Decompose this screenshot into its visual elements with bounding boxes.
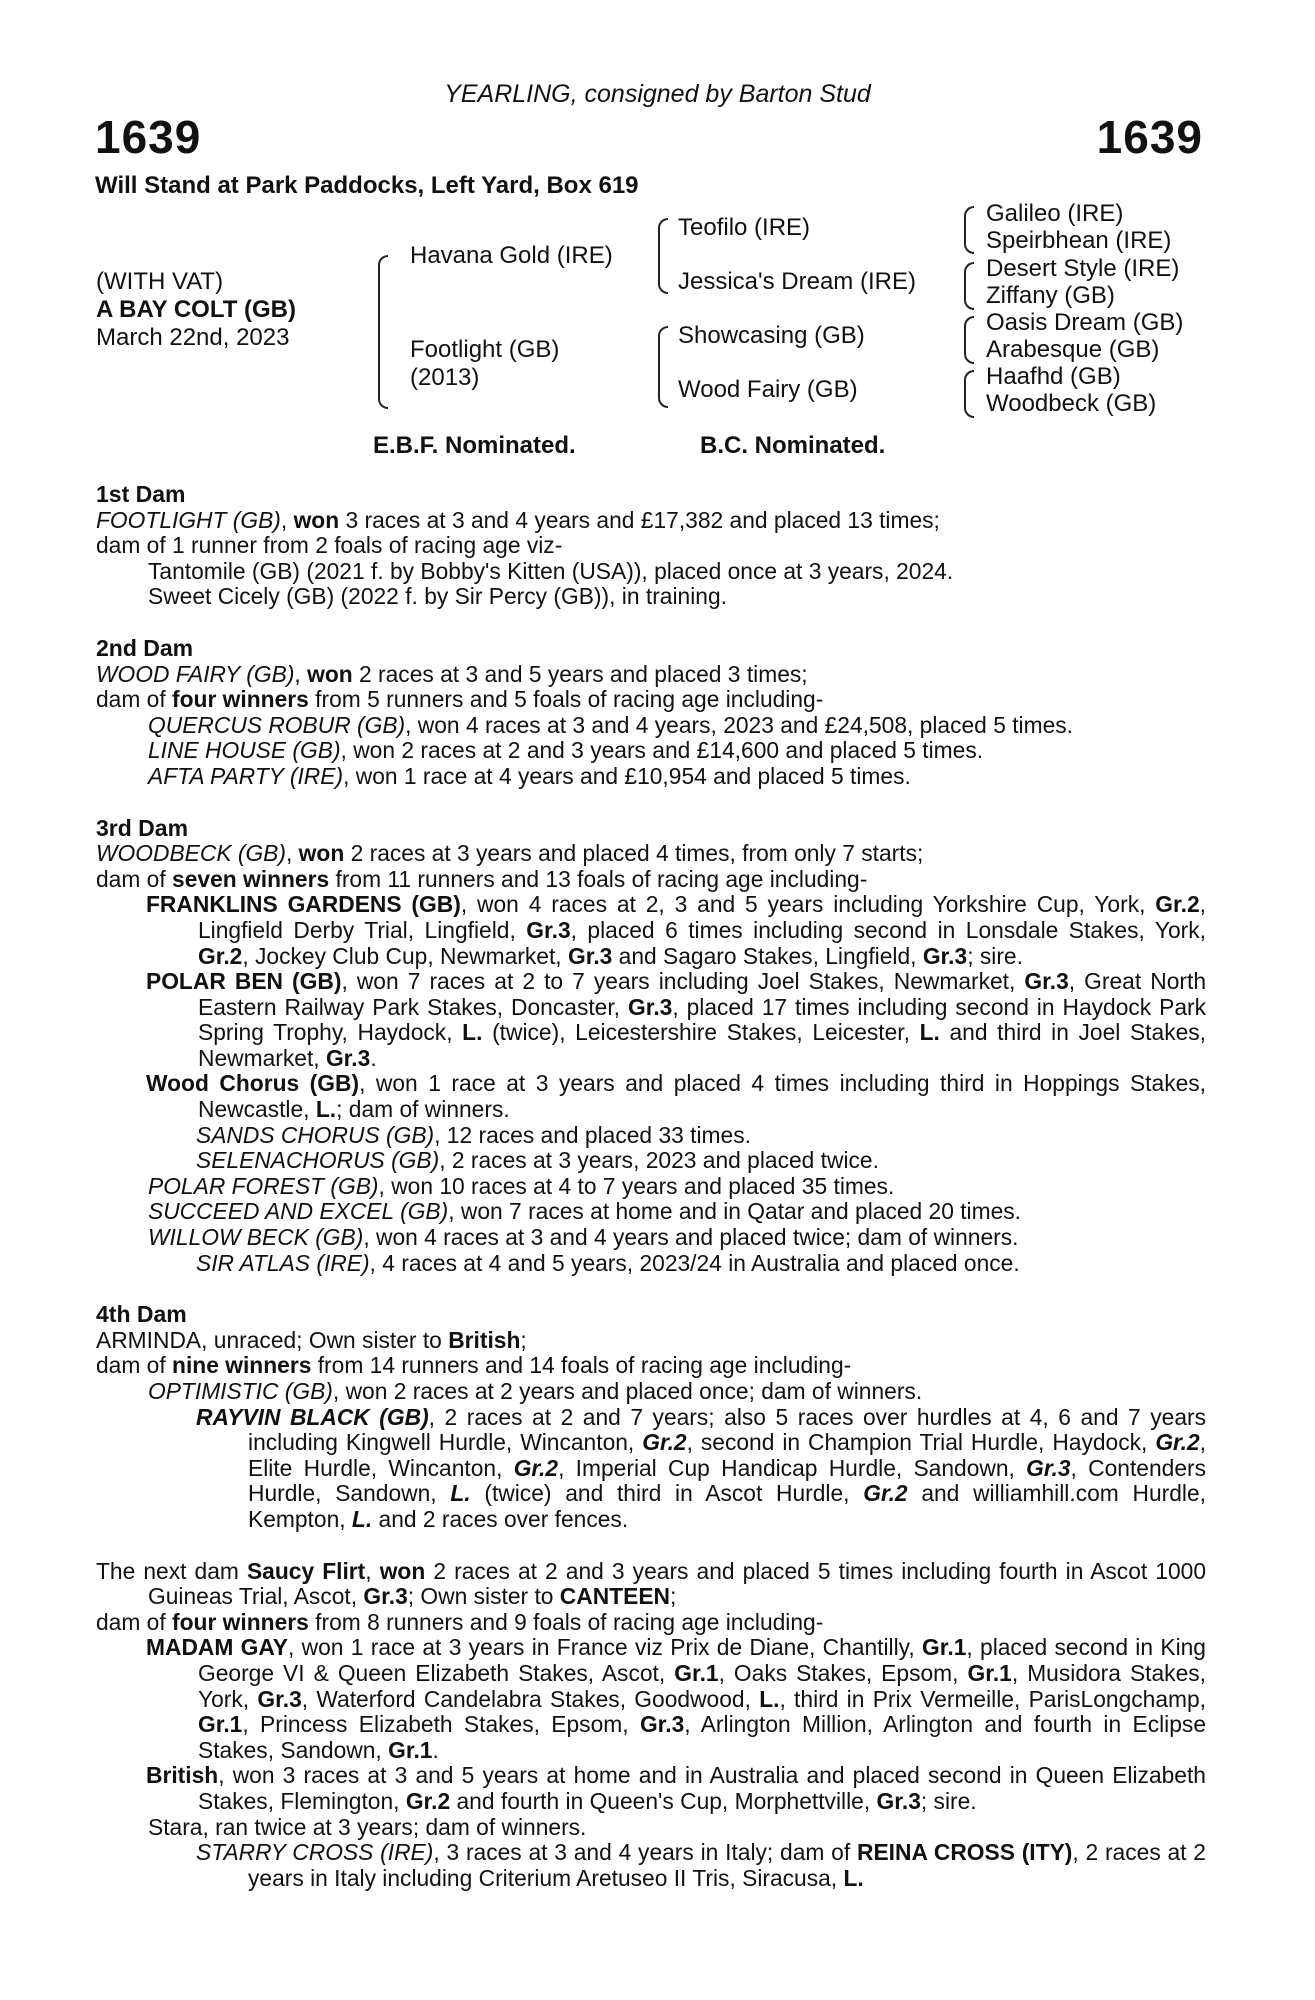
produce-summary: dam of seven winners from 11 runners and 13 foals of racing age including- xyxy=(96,865,868,892)
produce-entry: British, won 3 races at 3 and 5 years at home and in Australia and placed second in Queen Elizabeth Stakes, Flemington, Gr.2 and fourth in Queen's Cup, Morphettville, Gr.3; sire. xyxy=(146,1762,1206,1814)
produce-entry: AFTA PARTY (IRE), won 1 race at 4 years and £10,954 and placed 5 times. xyxy=(148,762,911,789)
pedigree-brace xyxy=(658,326,668,408)
produce-entry: WILLOW BECK (GB), won 4 races at 3 and 4 years and placed twice; dam of winners. xyxy=(148,1224,1019,1251)
dam-summary: ARMINDA, unraced; Own sister to British; xyxy=(96,1326,527,1353)
produce-entry: QUERCUS ROBUR (GB), won 4 races at 3 and 4 years, 2023 and £24,508, placed 5 times. xyxy=(148,711,1074,738)
dam-summary: WOOD FAIRY (GB), won 2 races at 3 and 5 years and placed 3 times; xyxy=(96,660,808,687)
foaling-date: March 22nd, 2023 xyxy=(96,324,290,351)
produce-summary: dam of four winners from 8 runners and 9 foals of racing age including- xyxy=(96,1608,824,1635)
produce-entry: SANDS CHORUS (GB), 12 races and placed 33 times. xyxy=(196,1121,751,1148)
section-heading: 3rd Dam xyxy=(96,814,189,841)
produce-summary: dam of 1 runner from 2 foals of racing age viz- xyxy=(96,532,563,559)
ssd: Speirbhean (IRE) xyxy=(986,227,1172,254)
bc-nomination: B.C. Nominated. xyxy=(700,432,886,459)
dam-name: FOOTLIGHT (GB) xyxy=(96,506,281,533)
lot-number-right: 1639 xyxy=(1096,111,1203,163)
dsd: Arabesque (GB) xyxy=(986,336,1160,363)
produce-entry: SUCCEED AND EXCEL (GB), won 7 races at home and in Qatar and placed 20 times. xyxy=(148,1198,1022,1225)
ebf-nomination: E.B.F. Nominated. xyxy=(373,432,576,459)
produce-entry: Sweet Cicely (GB) (2022 f. by Sir Percy (GB)), in training. xyxy=(148,583,727,610)
produce-entry: Stara, ran twice at 3 years; dam of winners. xyxy=(148,1813,587,1840)
sire-dam: Jessica's Dream (IRE) xyxy=(678,268,916,295)
produce-entry: SIR ATLAS (IRE), 4 races at 4 and 5 years, 2023/24 in Australia and placed once. xyxy=(196,1249,1020,1276)
produce-entry: RAYVIN BLACK (GB), 2 races at 2 and 7 years; also 5 races over hurdles at 4, 6 and 7 years including Kingwell Hurdle, Wincanton, Gr.2, second in Champion Trial Hurdle, Haydock, Gr.2, Elite Hurdle, Wincanton, Gr.2, Imperial Cup Handicap Hurdle, Sandown, Gr.3, Contenders Hurdle, Sandown, L. (twice) and third in Ascot Hurdle, Gr.2 and williamhill.com Hurdle, Kempton, L. and 2 races over fences. xyxy=(196,1403,1207,1532)
produce-summary: dam of nine winners from 14 runners and 14 foals of racing age including- xyxy=(96,1352,852,1379)
produce-entry: OPTIMISTIC (GB), won 2 races at 2 years and placed once; dam of winners. xyxy=(148,1378,923,1404)
catalogue-body xyxy=(96,482,1206,1891)
section-heading: 1st Dam xyxy=(96,481,186,507)
dam: Footlight (GB) xyxy=(410,336,560,363)
pedigree-brace xyxy=(378,255,388,409)
sdd: Ziffany (GB) xyxy=(986,282,1115,309)
produce-entry: LINE HOUSE (GB), won 2 races at 2 and 3 years and £14,600 and placed 5 times. xyxy=(148,737,984,764)
horse-name: A BAY COLT (GB) xyxy=(96,296,297,323)
next-dam-summary: The next dam Saucy Flirt, won 2 races at 2 and 3 years and placed 5 times including fourth in Ascot 1000 Guineas Trial, Ascot, Gr.3; Own sister to CANTEEN; xyxy=(96,1557,1207,1610)
dss: Oasis Dream (GB) xyxy=(986,309,1184,336)
produce-entry: FRANKLINS GARDENS (GB), won 4 races at 2, 3 and 5 years including Yorkshire Cup, York, Gr.2, Lingfield Derby Trial, Lingfield, Gr.3, placed 6 times including second in Lonsdale Stakes, York, Gr.2, Jockey Club Cup, Newmarket, Gr.3 and Sagaro Stakes, Lingfield, Gr.3; sire. xyxy=(146,891,1206,969)
consignment-line: YEARLING, consigned by Barton Stud xyxy=(444,80,871,108)
dam-summary: WOODBECK (GB), won 2 races at 3 years and placed 4 times, from only 7 starts; xyxy=(96,840,924,867)
produce-entry: Wood Chorus (GB), won 1 race at 3 years and placed 4 times including third in Hoppings Stakes, Newcastle, L.; dam of winners. xyxy=(146,1070,1206,1123)
section-heading: 2nd Dam xyxy=(96,634,194,661)
dam-year: (2013) xyxy=(410,364,480,391)
produce-entry: POLAR FOREST (GB), won 10 races at 4 to 7 years and placed 35 times. xyxy=(148,1172,895,1199)
pedigree-brace xyxy=(964,262,974,310)
produce-entry: POLAR BEN (GB), won 7 races at 2 to 7 years including Joel Stakes, Newmarket, Gr.3, Great North Eastern Railway Park Stakes, Doncaster, Gr.3, placed 17 times including second in Haydock Park Spring Trophy, Haydock, L. (twice), Leicestershire Stakes, Leicester, L. and third in Joel Stakes, Newmarket, Gr.3. xyxy=(146,968,1207,1071)
pedigree-brace xyxy=(964,316,974,364)
vat-note: (WITH VAT) xyxy=(96,268,224,295)
produce-entry: MADAM GAY, won 1 race at 3 years in France viz Prix de Diane, Chantilly, Gr.1, placed second in King George VI & Queen Elizabeth Stakes, Ascot, Gr.1, Oaks Stakes, Epsom, Gr.1, Musidora Stakes, York, Gr.3, Waterford Candelabra Stakes, Goodwood, L., third in Prix Vermeille, ParisLongchamp, Gr.1, Princess Elizabeth Stakes, Epsom, Gr.3, Arlington Million, Arlington and fourth in Eclipse Stakes, Sandown, Gr.1. xyxy=(146,1634,1207,1763)
pedigree-brace xyxy=(964,206,974,254)
pedigree-brace xyxy=(658,218,668,294)
sds: Desert Style (IRE) xyxy=(986,255,1180,282)
produce-entry: SELENACHORUS (GB), 2 races at 3 years, 2023 and placed twice. xyxy=(196,1147,879,1174)
dam-summary: FOOTLIGHT (GB), won 3 races at 3 and 4 years and £17,382 and placed 13 times; xyxy=(96,506,940,533)
produce-entry: STARRY CROSS (IRE), 3 races at 3 and 4 years in Italy; dam of REINA CROSS (ITY), 2 races at 2 years in Italy including Criterium Aretuseo II Tris, Siracusa, L. xyxy=(196,1839,1206,1891)
sire-sire: Teofilo (IRE) xyxy=(678,214,811,241)
produce-summary: dam of four winners from 5 runners and 5 foals of racing age including- xyxy=(96,686,824,713)
dds: Haafhd (GB) xyxy=(986,363,1121,390)
produce-entry: Tantomile (GB) (2021 f. by Bobby's Kitten (USA)), placed once at 3 years, 2024. xyxy=(148,557,954,584)
ddd: Woodbeck (GB) xyxy=(986,390,1157,417)
dam-dam: Wood Fairy (GB) xyxy=(678,376,858,403)
sss: Galileo (IRE) xyxy=(986,200,1124,227)
lot-number-left: 1639 xyxy=(95,111,202,163)
pedigree-brace xyxy=(964,370,974,418)
stand-location: Will Stand at Park Paddocks, Left Yard, Box 619 xyxy=(95,172,639,199)
dam-sire: Showcasing (GB) xyxy=(678,322,865,349)
sire: Havana Gold (IRE) xyxy=(410,242,613,269)
section-heading: 4th Dam xyxy=(96,1301,187,1328)
